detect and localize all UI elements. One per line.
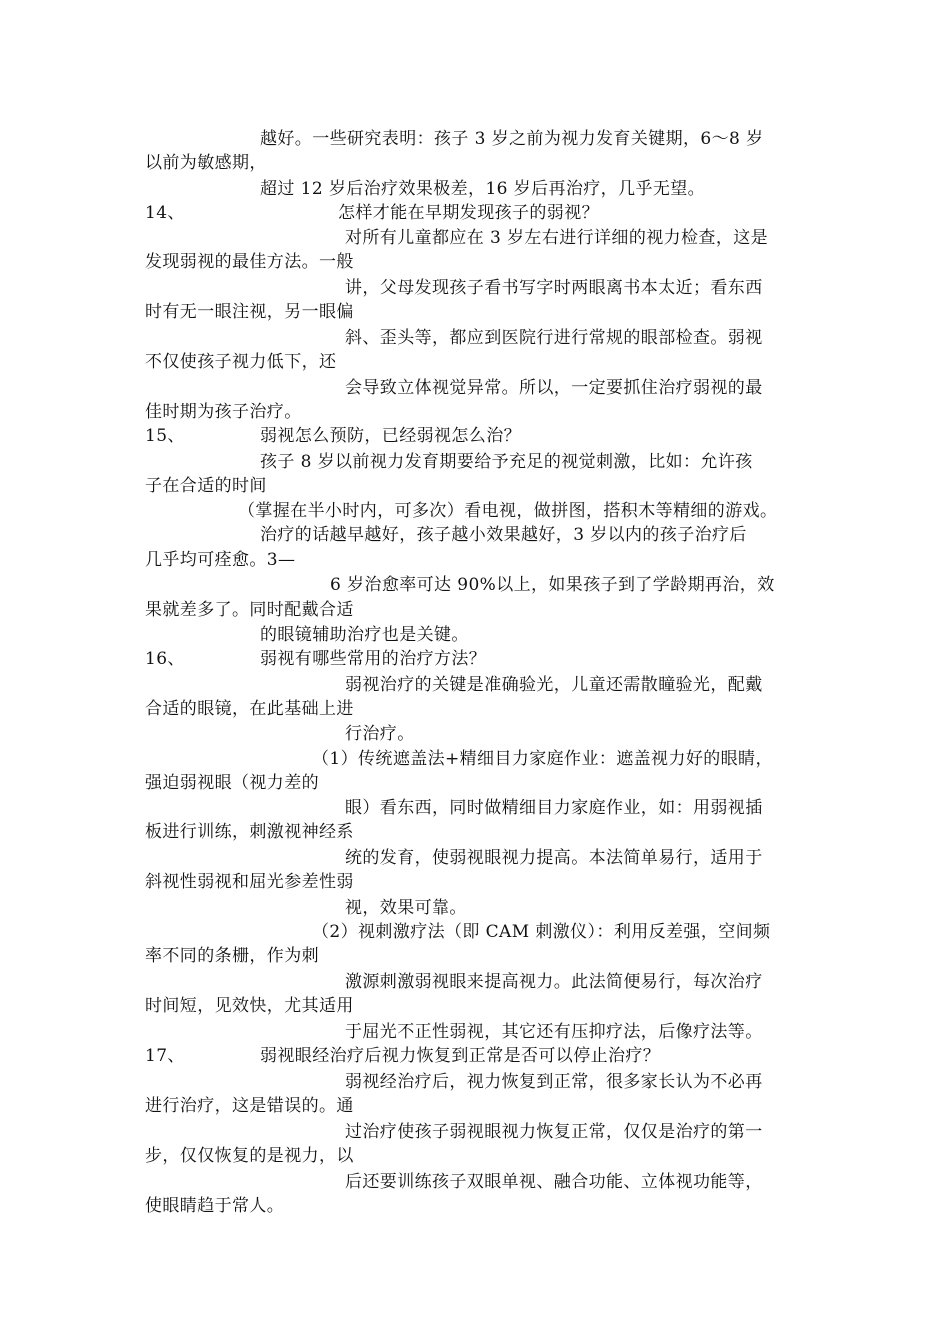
text-line: 行治疗。 (345, 724, 415, 744)
text-line: 时有无一眼注视，另一眼偏 (145, 302, 354, 322)
text-line: 越好。一些研究表明：孩子 3 岁之前为视力发育关键期，6～8 岁 (260, 129, 764, 149)
text-line: 率不同的条栅，作为刺 (145, 946, 319, 966)
question-title: 弱视眼经治疗后视力恢复到正常是否可以停止治疗？ (260, 1046, 661, 1066)
text-line: 以前为敏感期， (145, 153, 267, 173)
question-number: 14、 (145, 203, 185, 223)
text-line: 时间短，见效快，尤其适用 (145, 996, 354, 1016)
text-line: 步，仅仅恢复的是视力，以 (145, 1146, 354, 1166)
text-line: 对所有儿童都应在 3 岁左右进行详细的视力检查，这是 (345, 228, 769, 248)
text-line: 孩子 8 岁以前视力发育期要给予充足的视觉刺激，比如：允许孩 (260, 452, 753, 472)
text-line: 讲，父母发现孩子看书写字时两眼离书本太近；看东西 (345, 278, 763, 298)
question-number: 15、 (145, 426, 185, 446)
text-line: 进行治疗，这是错误的。通 (145, 1096, 354, 1116)
text-line: 弱视治疗的关键是准确验光，儿童还需散瞳验光，配戴 (345, 675, 763, 695)
text-line: 板进行训练，刺激视神经系 (145, 822, 354, 842)
text-line: 斜、歪头等，都应到医院行进行常规的眼部检查。弱视 (345, 328, 763, 348)
question-title: 怎样才能在早期发现孩子的弱视？ (338, 203, 599, 223)
text-line: 后还要训练孩子双眼单视、融合功能、立体视功能等， (345, 1172, 763, 1192)
text-line: 不仅使孩子视力低下，还 (145, 352, 337, 372)
text-line: 佳时期为孩子治疗。 (145, 402, 302, 422)
text-line: 使眼睛趋于常人。 (145, 1196, 285, 1216)
text-line: （2）视刺激疗法（即 CAM 刺激仪）：利用反差强，空间频 (312, 922, 771, 942)
text-line: 发现弱视的最佳方法。一般 (145, 252, 354, 272)
text-line: （掌握在半小时内，可多次）看电视，做拼图，搭积木等精细的游戏。 (238, 501, 778, 521)
question-title: 弱视有哪些常用的治疗方法？ (260, 649, 487, 669)
text-line: 于屈光不正性弱视，其它还有压抑疗法，后像疗法等。 (345, 1022, 763, 1042)
question-title: 弱视怎么预防，已经弱视怎么治？ (260, 426, 521, 446)
text-line: 激源刺激弱视眼来提高视力。此法简便易行，每次治疗 (345, 972, 763, 992)
text-line: 超过 12 岁后治疗效果极差，16 岁后再治疗，几乎无望。 (260, 179, 706, 199)
text-line: （1）传统遮盖法+精细目力家庭作业：遮盖视力好的眼睛， (312, 749, 773, 769)
question-number: 17、 (145, 1046, 185, 1066)
text-line: 治疗的话越早越好，孩子越小效果越好，3 岁以内的孩子治疗后 (260, 525, 747, 545)
text-line: 的眼镜辅助治疗也是关键。 (260, 625, 469, 645)
text-line: 6 岁治愈率可达 90%以上，如果孩子到了学龄期再治，效 (330, 575, 775, 595)
text-line: 几乎均可痊愈。3— (145, 550, 296, 570)
text-line: 会导致立体视觉异常。所以，一定要抓住治疗弱视的最 (345, 378, 763, 398)
text-line: 视，效果可靠。 (345, 898, 467, 918)
text-line: 弱视经治疗后，视力恢复到正常，很多家长认为不必再 (345, 1072, 763, 1092)
text-line: 斜视性弱视和屈光参差性弱 (145, 872, 354, 892)
text-line: 强迫弱视眼（视力差的 (145, 773, 319, 793)
text-line: 过治疗使孩子弱视眼视力恢复正常，仅仅是治疗的第一 (345, 1122, 763, 1142)
question-number: 16、 (145, 649, 185, 669)
text-line: 眼）看东西，同时做精细目力家庭作业，如：用弱视插 (345, 798, 763, 818)
text-line: 果就差多了。同时配戴合适 (145, 600, 354, 620)
text-line: 统的发育，使弱视眼视力提高。本法简单易行，适用于 (345, 848, 763, 868)
text-line: 合适的眼镜，在此基础上进 (145, 699, 354, 719)
text-line: 子在合适的时间 (145, 476, 267, 496)
